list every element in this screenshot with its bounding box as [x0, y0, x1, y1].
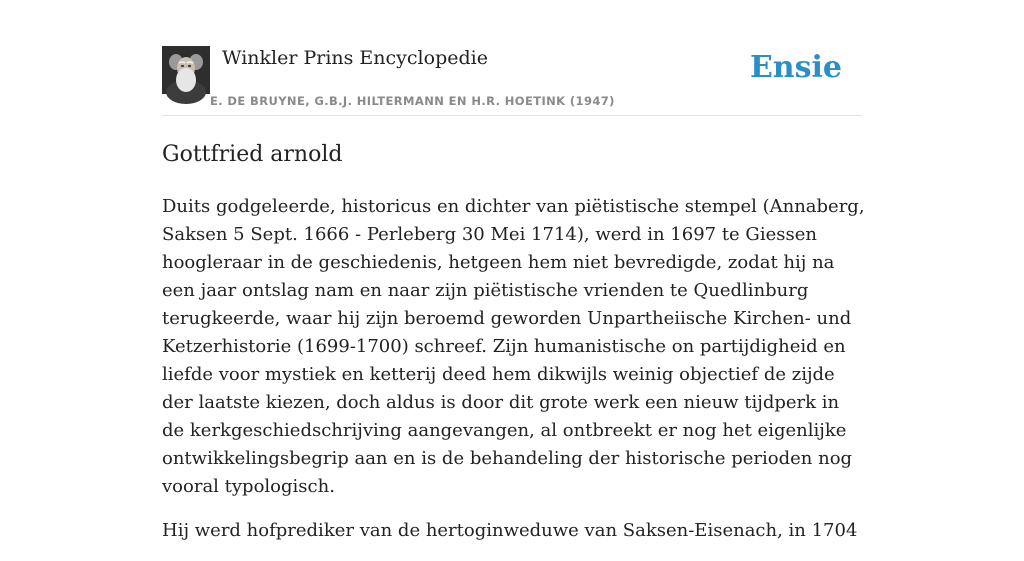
portrait-illustration — [162, 46, 210, 94]
article-title: Gottfried arnold — [162, 142, 343, 167]
author-portrait-icon — [162, 46, 210, 94]
article-body — [162, 193, 867, 561]
source-header — [162, 0, 862, 116]
source-title[interactable]: Winkler Prins Encyclopedie — [222, 47, 488, 69]
article-paragraph: Hij werd hofprediker van de hertoginweduwe van Saksen-Eisenach, in 1704 — [162, 520, 858, 541]
brand-logo-link[interactable]: Ensie — [749, 50, 842, 85]
article-paragraph: Duits godgeleerde, historicus en dichter van piëtistische stempel (Annaberg, Saksen 5 Sept. 1666 - Perleberg 30 Mei 1714), werd in 1697 te Giessen hoogleraar in de geschiedenis, hetgeen hem niet bevredigde, zodat hij na een jaar ontslag nam en naar zijn piëtistische vrienden te Quedlinburg terugkeerde, waar hij zijn beroemd geworden Unpartheiische Kirchen- und Ketzerhistorie (1699-1700) schreef. Zijn humanistische on partijdigheid en liefde voor mystiek en ketterij deed hem dikwijls weinig objectief de zijde der laatste kiezen, doch aldus is door dit grote werk een nieuw tijdperk in de kerkgeschiedschrijving aangevangen, al ontbreekt er nog het eigenlijke ontwikkelingsbegrip aan en is de behandeling der historische perioden nog vooral typologisch. — [162, 196, 865, 497]
page — [162, 0, 865, 541]
source-authors: E. DE BRUYNE, G.B.J. HILTERMANN EN H.R. HOETINK (1947) — [210, 94, 615, 108]
